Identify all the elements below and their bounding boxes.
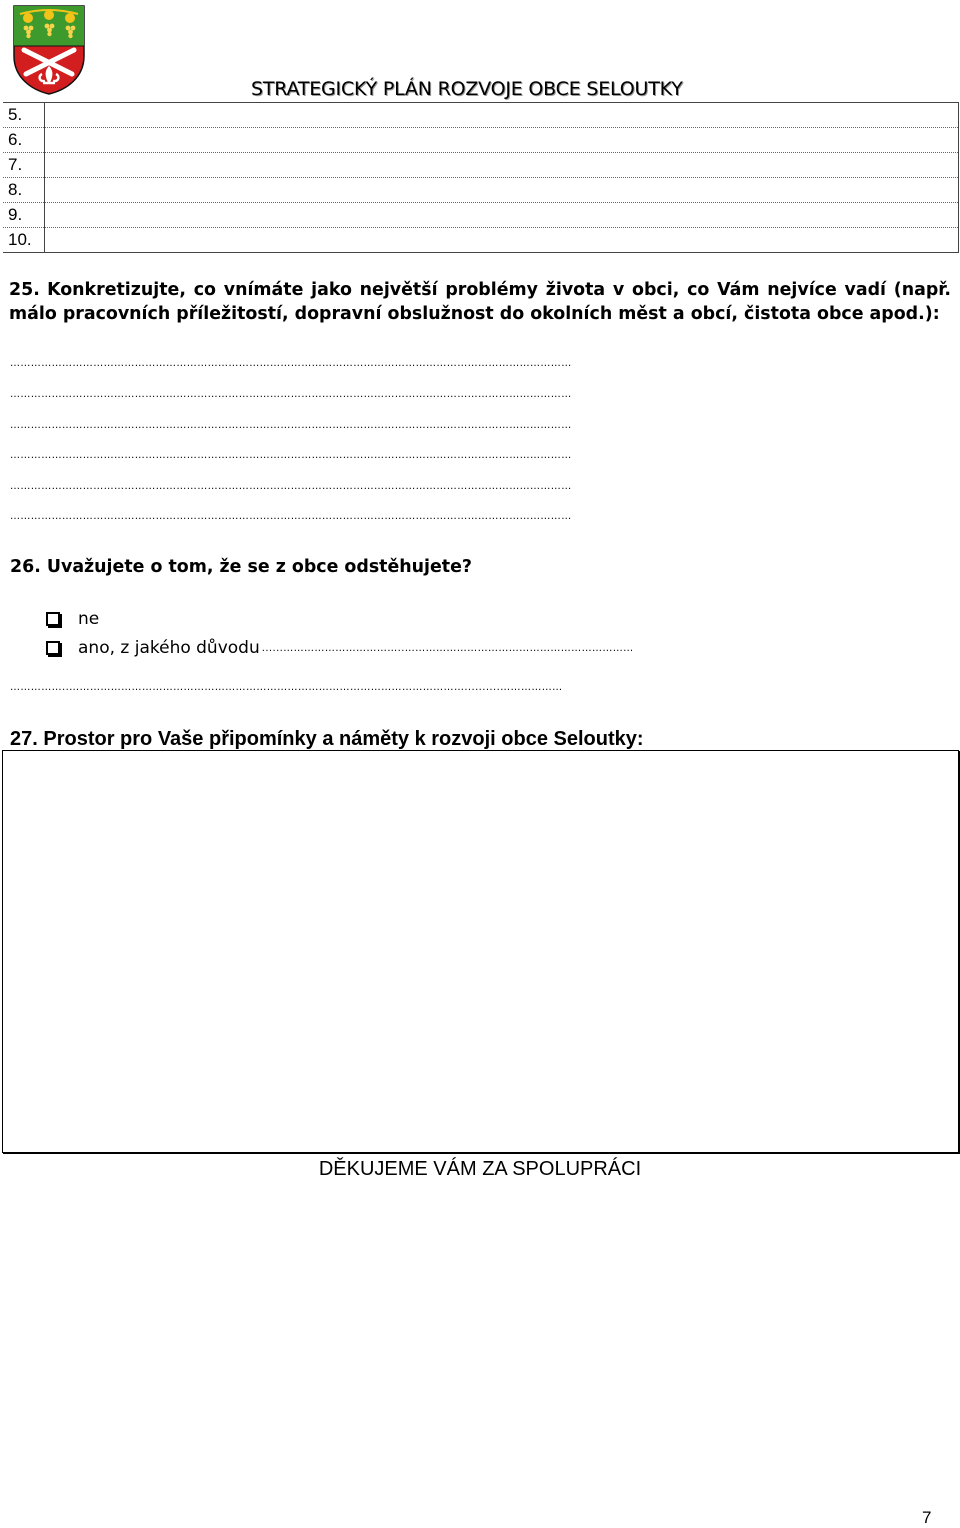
thanks-text: DĚKUJEME VÁM ZA SPOLUPRÁCI: [318, 1158, 642, 1180]
option-label: ne: [78, 609, 100, 629]
question-26: 26. Uvažujete o tom, že se z obce odstěhujete?: [10, 557, 472, 577]
reason-continuation-line[interactable]: ……………..……………………………………………………………………………………………………..........………………: [10, 682, 563, 693]
answer-cell[interactable]: [45, 103, 959, 128]
row-number: 5.: [3, 103, 45, 128]
answer-cell[interactable]: [45, 178, 959, 203]
answer-cell[interactable]: [45, 153, 959, 178]
checkbox[interactable]: [46, 612, 60, 626]
question-25-text: Konkretizujte, co vnímáte jako největší problémy života v obci, co Vám nejvíce vadí (např. málo pracovních příležitostí, dopravní obslužnost do okolních měst a obcí, čistota obce apod.):: [9, 280, 952, 324]
question-25-number: 25.: [9, 280, 40, 300]
comments-textarea[interactable]: [2, 750, 959, 1153]
question-25: [9, 278, 951, 326]
answer-line[interactable]: ………………………………………………………………………………………………………………………………………………: [10, 420, 572, 431]
answer-line[interactable]: ………………………………………………………………………………………………………………………………………………: [10, 511, 572, 522]
table-row: [3, 103, 959, 128]
numbered-answer-table: [3, 102, 959, 253]
answer-cell[interactable]: [45, 228, 959, 253]
row-number: 7.: [3, 153, 45, 178]
row-number: 9.: [3, 203, 45, 228]
answer-line[interactable]: ………………………………………………………………………………………………………………………………………………: [10, 358, 572, 369]
document-title: STRATEGICKÝ PLÁN ROZVOJE OBCE SELOUTKY: [251, 78, 683, 100]
table-row: [3, 203, 959, 228]
answer-line[interactable]: ………………………………………………………………………………………………………………………………………………: [10, 389, 572, 400]
answer-line[interactable]: ………………………………………………………………………………………………………………………………………………: [10, 450, 572, 461]
table-row: [3, 228, 959, 253]
table-row: [3, 128, 959, 153]
option-label: ano, z jakého důvodu: [78, 638, 260, 658]
option-yes[interactable]: [46, 638, 634, 658]
answer-line[interactable]: ………………………………………………………………………………………………………………………………………………: [10, 481, 572, 492]
row-number: 8.: [3, 178, 45, 203]
page-number: 7: [922, 1508, 932, 1527]
row-number: 10.: [3, 228, 45, 253]
table-row: [3, 178, 959, 203]
reason-fill-line[interactable]: ......……………………………..…………………………………………………………: [261, 642, 634, 654]
checkbox[interactable]: [46, 641, 60, 655]
answer-cell[interactable]: [45, 128, 959, 153]
row-number: 6.: [3, 128, 45, 153]
table-row: [3, 153, 959, 178]
municipal-crest-icon: [12, 4, 86, 96]
answer-cell[interactable]: [45, 203, 959, 228]
option-no[interactable]: [46, 609, 99, 629]
question-27: 27. Prostor pro Vaše připomínky a náměty k rozvoji obce Seloutky:: [10, 728, 644, 750]
